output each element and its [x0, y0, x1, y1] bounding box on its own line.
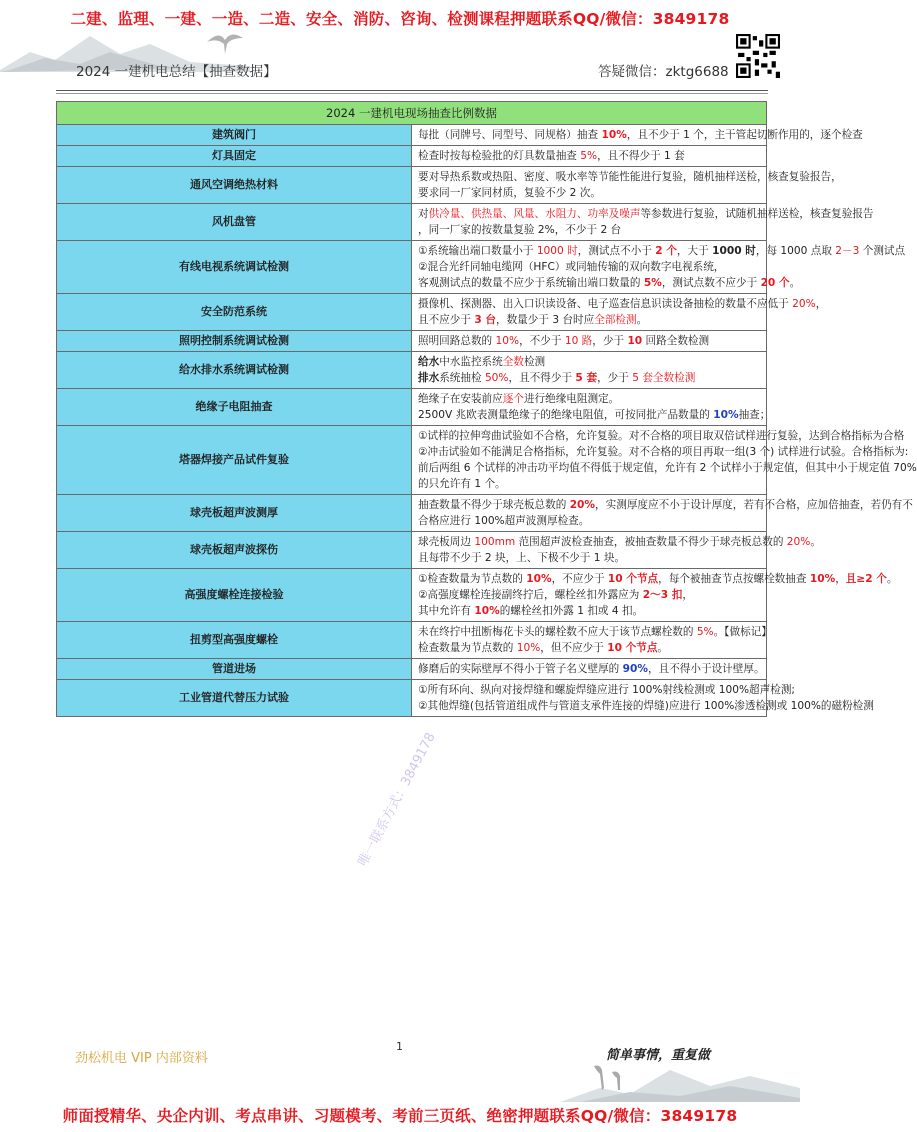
footer-slogan: 简单事情，重复做 — [606, 1048, 711, 1063]
requirement-line — [418, 513, 762, 529]
text-segment: 绝缘子在安装前应 — [418, 393, 503, 405]
text-segment: 。 — [789, 277, 801, 289]
highlighted-value: 排水 — [418, 372, 440, 384]
row-category-label: 风机盘管 — [57, 204, 412, 241]
table-title-row — [57, 102, 767, 125]
highlighted-value: 且≥2 个 — [845, 573, 887, 585]
requirement-line — [418, 624, 772, 640]
text-segment: 合格应进行 100%超声波测厚检查。 — [418, 515, 590, 527]
requirement-line — [418, 169, 842, 185]
requirement-line — [418, 312, 762, 328]
highlighted-value: 10% — [601, 129, 627, 141]
text-segment: 修磨后的实际壁厚不得小于管子名义壁厚的 — [418, 663, 623, 675]
text-segment: 球壳板周边 — [418, 536, 475, 548]
text-segment: ②其他焊缝(包括管道组成件与管道支承件连接的焊缝)应进行 100%渗透检测或 100%的磁粉检测 — [418, 700, 874, 712]
row-category-label: 有线电视系统调试检测 — [57, 241, 412, 294]
row-requirement-text — [412, 532, 821, 569]
highlighted-value: 5 套 — [575, 372, 598, 384]
requirement-line — [418, 534, 821, 550]
requirement-line — [418, 698, 874, 714]
row-requirement-text — [412, 680, 874, 717]
text-segment: ，测试点不小于 — [577, 245, 656, 257]
text-segment: ，实测厚度应不小于设计厚度，若有不合格，应加倍抽查，若仍有不 — [595, 499, 913, 511]
table-row — [57, 680, 767, 717]
text-segment: ，数量少于 3 台时应 — [496, 314, 595, 326]
text-segment: ①所有环向、纵向对接焊缝和螺旋焊缝应进行 100%射线检测或 100%超声检测; — [418, 684, 795, 696]
requirement-line — [418, 243, 906, 259]
requirement-line — [418, 476, 762, 492]
highlighted-value: 10% — [809, 573, 836, 585]
row-category-label: 球壳板超声波探伤 — [57, 532, 412, 569]
table-row — [57, 426, 767, 495]
requirement-line — [418, 428, 905, 444]
highlighted-value: 给水 — [418, 356, 440, 368]
highlighted-value: 10 个节点 — [607, 642, 658, 654]
requirement-line — [418, 661, 765, 677]
table-row — [57, 167, 767, 204]
requirement-line — [418, 682, 795, 698]
table-row — [57, 146, 767, 167]
text-segment: 未在终拧中扭断梅花卡头的螺栓数不应大于该节点螺栓数的 — [418, 626, 697, 638]
highlighted-value: 10% — [526, 573, 552, 585]
text-segment: 个测试点 — [859, 245, 906, 257]
text-segment: 检测 — [523, 356, 546, 368]
row-category-label: 绝缘子电阻抽查 — [57, 389, 412, 426]
text-segment: 摄像机、探测器、出入口识读设备、电子巡查信息识读设备抽检的数量不应低于 — [418, 298, 793, 310]
row-requirement-text — [412, 622, 772, 659]
text-segment: 要求同一厂家同材质，复验不少 2 次。 — [418, 187, 601, 199]
row-category-label: 给水排水系统调试检测 — [57, 352, 412, 389]
text-segment: ①系统输出端口数量小于 — [418, 245, 537, 257]
text-segment: 等参数进行复验，试随机抽样送检，核查复验报告 — [640, 208, 874, 220]
row-requirement-text — [412, 331, 767, 352]
requirement-line — [418, 571, 898, 587]
requirement-line — [418, 148, 762, 164]
requirement-line — [418, 497, 913, 513]
highlighted-value: 2～3 扣 — [642, 589, 683, 601]
row-requirement-text — [412, 569, 898, 622]
requirement-line — [418, 275, 801, 291]
text-segment: 检查时按每检验批的灯具数量抽查 — [418, 150, 581, 162]
highlighted-value: 10 — [627, 335, 643, 347]
text-segment: ，每个被抽查节点按螺栓数抽查 — [658, 573, 810, 585]
requirement-line — [418, 603, 762, 619]
text-segment: 中水监控系统 — [439, 356, 503, 368]
text-segment: ，每 1000 点取 — [755, 245, 836, 257]
row-requirement-text — [412, 426, 917, 495]
header-divider — [56, 90, 768, 91]
text-segment: 客观测试点的数量不应少于系统输出端口数量的 — [418, 277, 644, 289]
text-segment: 其中允许有 — [418, 605, 475, 617]
row-requirement-text — [412, 241, 906, 294]
text-segment: 每批（同牌号、同型号、同规格）抽查 — [418, 129, 602, 141]
highlighted-value: 5% — [580, 150, 598, 162]
table-row — [57, 241, 767, 294]
highlighted-value: 2 个 — [655, 245, 677, 257]
row-category-label: 工业管道代替压力试验 — [57, 680, 412, 717]
row-requirement-text — [412, 389, 771, 426]
text-segment: 且不应少于 — [418, 314, 475, 326]
highlighted-value: 1000 时 — [536, 245, 578, 257]
crane-icon-bottom — [590, 1062, 624, 1092]
highlighted-value: 100mm — [474, 536, 516, 548]
requirement-line — [418, 206, 874, 222]
text-segment: 检查数量为节点数的 — [418, 642, 517, 654]
row-requirement-text — [412, 125, 863, 146]
text-segment: ②混合光纤同轴电缆网（HFC）或同轴传输的双向数字电视系统， — [418, 261, 725, 273]
text-segment: 且每带不少于 2 块，上、下极不少于 1 块。 — [418, 552, 626, 564]
highlighted-value: 1000 时 — [712, 245, 756, 257]
highlighted-value: 10 路 — [564, 335, 593, 347]
footer-brand: 劲松机电 VIP 内部资料 — [75, 1051, 208, 1066]
highlighted-value: 5 套全数检测 — [632, 372, 696, 384]
text-segment: ②冲击试验如不能满足合格指标，允许复验。对不合格的项目再取一组(3 个) 试样进行试验。合格指标为: — [418, 446, 909, 458]
header-divider-secondary — [56, 93, 768, 94]
requirement-line — [418, 185, 762, 201]
highlighted-value: 50% — [484, 372, 509, 384]
text-segment: 。【做标记】 — [713, 626, 772, 638]
requirement-line — [418, 391, 762, 407]
requirement-line — [418, 550, 762, 566]
highlighted-value: 2－3 — [835, 245, 860, 257]
sampling-ratio-table — [56, 101, 917, 717]
requirement-line — [418, 296, 827, 312]
document-header-title: 2024 一建机电总结【抽查数据】 — [76, 64, 277, 80]
text-segment: 范围超声波检查抽查，被抽查数量不得少于球壳板总数的 — [515, 536, 787, 548]
text-segment: 。 — [810, 536, 821, 548]
text-segment: 2500V 兆欧表测量绝缘子的绝缘电阻值，可按同批产品数量的 — [418, 409, 714, 421]
row-category-label: 高强度螺栓连接检验 — [57, 569, 412, 622]
row-category-label: 塔器焊接产品试件复验 — [57, 426, 412, 495]
watermark-text: 唯一联系方式：3849178 — [355, 730, 439, 869]
table-row — [57, 532, 767, 569]
requirement-line — [418, 127, 863, 143]
row-requirement-text — [412, 495, 913, 532]
row-category-label: 灯具固定 — [57, 146, 412, 167]
row-category-label: 管道进场 — [57, 659, 412, 680]
highlighted-value: 20 个 — [760, 277, 790, 289]
text-segment: 的只允许有 1 个。 — [418, 478, 506, 490]
highlighted-value: 全部检测 — [594, 314, 637, 326]
text-segment: ， — [815, 298, 827, 310]
row-category-label: 照明控制系统调试检测 — [57, 331, 412, 352]
table-row — [57, 352, 767, 389]
text-segment: ，少于 — [597, 372, 633, 384]
text-segment: 照明回路总数的 — [418, 335, 496, 347]
requirement-line — [418, 222, 762, 238]
highlighted-value: 10% — [474, 605, 500, 617]
text-segment: ， — [682, 589, 693, 601]
row-requirement-text — [412, 167, 842, 204]
table-row — [57, 569, 767, 622]
text-segment: 进行绝缘电阻测定。 — [523, 393, 620, 405]
row-requirement-text — [412, 352, 767, 389]
text-segment: ，不应少于 — [551, 573, 608, 585]
text-segment: ，少于 — [592, 335, 628, 347]
text-segment: ，且不得少于 — [508, 372, 576, 384]
text-segment: 前后两组 6 个试样的冲击功平均值不得低于规定值，允许有 2 个试样小于规定值，但其中小于规定值 70% — [418, 462, 917, 474]
text-segment: 要对导热系数或热阻、密度、吸水率等节能性能进行复验，随机抽样送检，核查复验报告， — [418, 171, 842, 183]
text-segment: ①检查数量为节点数的 — [418, 573, 527, 585]
row-category-label: 建筑阀门 — [57, 125, 412, 146]
requirement-line — [418, 370, 762, 386]
text-segment: 。 — [636, 314, 648, 326]
page-number: 1 — [396, 1040, 403, 1053]
text-segment: ，大于 — [676, 245, 713, 257]
highlighted-value: 10% — [516, 642, 541, 654]
row-category-label: 球壳板超声波测厚 — [57, 495, 412, 532]
contact-wechat: 答疑微信：zktg6688 — [598, 64, 729, 80]
text-segment: ①试样的拉伸弯曲试验如不合格，允许复验。对不合格的项目取双倍试样进行复验，达到合格指标为合格 — [418, 430, 905, 442]
text-segment: ， — [835, 573, 846, 585]
table-row — [57, 389, 767, 426]
highlighted-value: 3 台 — [474, 314, 496, 326]
requirement-line — [418, 460, 917, 476]
text-segment: 。 — [886, 573, 898, 585]
table-row — [57, 331, 767, 352]
text-segment: ，且不得小于设计壁厚。 — [648, 663, 765, 675]
text-segment: 抽查； — [738, 409, 771, 421]
row-requirement-text — [412, 204, 874, 241]
row-requirement-text — [412, 146, 767, 167]
table-row — [57, 125, 767, 146]
table-row — [57, 495, 767, 532]
text-segment: 系统抽检 — [439, 372, 485, 384]
row-requirement-text — [412, 294, 827, 331]
requirement-line — [418, 444, 909, 460]
highlighted-value: 20% — [569, 499, 596, 511]
row-category-label: 通风空调绝热材料 — [57, 167, 412, 204]
requirement-line — [418, 259, 762, 275]
table-row — [57, 659, 767, 680]
table-row — [57, 294, 767, 331]
highlighted-value: 10 个节点 — [607, 573, 659, 585]
highlighted-value: 5% — [643, 277, 662, 289]
row-category-label: 扭剪型高强度螺栓 — [57, 622, 412, 659]
highlighted-value: 10% — [495, 335, 520, 347]
text-segment: 回路全数检测 — [642, 335, 710, 347]
highlighted-value: 供冷量、供热量、风量、水阻力、功率及噪声 — [428, 208, 641, 220]
highlighted-value: 10% — [713, 409, 739, 421]
crane-icon — [205, 28, 245, 56]
requirement-line — [418, 407, 771, 423]
row-requirement-text — [412, 659, 767, 680]
requirement-line — [418, 354, 762, 370]
text-segment: ，且不得少于 1 套 — [597, 150, 685, 162]
promo-banner-top: 二建、监理、一建、一造、二造、安全、消防、咨询、检测课程押题联系QQ/微信：3849178 — [70, 10, 730, 28]
requirement-line — [418, 333, 762, 349]
requirement-line — [418, 587, 762, 603]
text-segment: ，同一厂家的按数量复验 2%，不少于 2 台 — [418, 224, 622, 236]
highlighted-value: 全数 — [502, 356, 524, 368]
text-segment: ，但不应少于 — [540, 642, 608, 654]
table-row — [57, 622, 767, 659]
highlighted-value: 20% — [786, 536, 811, 548]
highlighted-value: 90% — [622, 663, 649, 675]
table-row — [57, 204, 767, 241]
text-segment: 。 — [657, 642, 669, 654]
text-segment: ，测试点数不应少于 — [661, 277, 761, 289]
text-segment: ，且不少于 1 个，主干管起切断作用的，逐个检查 — [626, 129, 863, 141]
table-title: 2024 一建机电现场抽查比例数据 — [57, 102, 767, 125]
requirement-line — [418, 640, 762, 656]
highlighted-value: 5% — [696, 626, 714, 638]
highlighted-value: 逐个 — [502, 393, 524, 405]
text-segment: ②高强度螺栓连接副终拧后，螺栓丝扣外露应为 — [418, 589, 643, 601]
highlighted-value: 20% — [792, 298, 816, 310]
row-category-label: 安全防范系统 — [57, 294, 412, 331]
text-segment: 抽查数量不得少于球壳板总数的 — [418, 499, 570, 511]
text-segment: 对 — [418, 208, 429, 220]
text-segment: 的螺栓丝扣外露 1 扣或 4 扣。 — [499, 605, 644, 617]
qr-code-icon[interactable] — [736, 34, 780, 78]
promo-banner-bottom: 师面授精华、央企内训、考点串讲、习题模考、考前三页纸、绝密押题联系QQ/微信：3849178 — [62, 1107, 738, 1125]
text-segment: ，不少于 — [519, 335, 565, 347]
